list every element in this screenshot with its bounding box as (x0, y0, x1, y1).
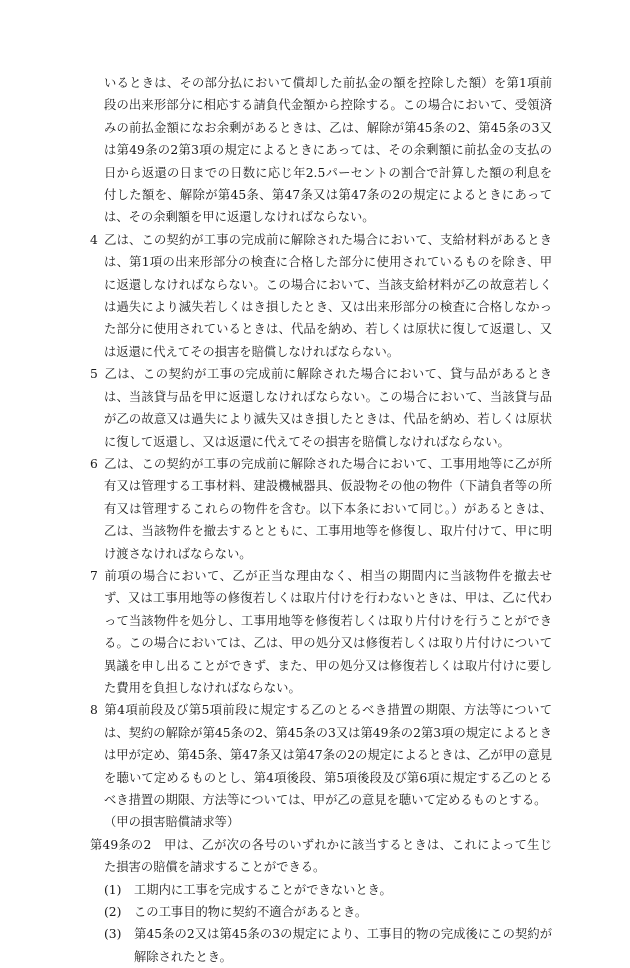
subitem-text: 工期内に工事を完成することができないとき。 (134, 882, 392, 897)
clause-number: 6 (90, 456, 98, 471)
subitem-number: (2) (104, 905, 122, 920)
subitem-text: 第45条の2又は第45条の3の規定により、工事目的物の完成後にこの契約が解除されたとき。 (134, 927, 552, 964)
clause-item-4 (90, 229, 552, 363)
clause-number: 5 (90, 367, 98, 382)
subitem-number: (3) (104, 927, 122, 942)
clause-text: 第4項前段及び第5項前段に規定する乙のとるべき措置の期限、方法等については、契約の解除が第45条の2、第45条の3又は第49条の2第3項の規定によるときは甲が定め、第45条、第47条又は第47条の2の規定によるときは、乙が甲の意見を聴いて定めるものとし、第4項後段、第5項後段及び第6項に規定する乙のとるべき措置の期限、方法等については、甲が乙の意見を聴いて定めるものとする。 (104, 703, 552, 807)
clause-item-8 (90, 699, 552, 811)
subitem-text: この工事目的物に契約不適合があるとき。 (134, 905, 368, 920)
subitem-number: (1) (104, 882, 122, 897)
subitem-2 (104, 901, 552, 923)
clause-number: 7 (90, 568, 98, 583)
subitem-3 (104, 923, 552, 968)
clause-number: 4 (90, 232, 98, 247)
clause-text: 乙は、この契約が工事の完成前に解除された場合において、支給材料があるときは、第1項の出来形部分の検査に合格した部分に使用されているものを除き、甲に返還しなければならない。この場合において、当該支給材料が乙の故意若しくは過失により滅失若しくはき損したとき、又は出来形部分の検査に合格しなかった部分に使用されているときは、代品を納め、若しくは原状に復して返還し、又は返還に代えてその損害を賠償しなければならない。 (104, 232, 552, 359)
continued-paragraph: いるときは、その部分払において償却した前払金の額を控除した額）を第1項前段の出来形部分に相応する請負代金額から控除する。この場合において、受領済みの前払金額になお余剰があるときは、乙は、解除が第45条の2、第45条の3又は第49条の2第3項の規定によるときにあっては、その余剰額に前払金の支払の日から返還の日までの日数に応じ年2.5パーセントの割合で計算した額の利息を付した額を、解除が第45条、第47条又は第47条の2の規定によるときにあっては、その余剰額を甲に返還しなければならない。 (104, 76, 552, 225)
article-49-2: 第49条の2 甲は、乙が次の各号のいずれかに該当するときは、これによって生じた損害の賠償を請求することができる。 (90, 837, 552, 875)
section-heading: （甲の損害賠償請求等） (104, 815, 240, 830)
clause-text: 乙は、この契約が工事の完成前に解除された場合において、貸与品があるときは、当該貸与品を甲に返還しなければならない。この場合において、当該貸与品が乙の故意又は過失により滅失又はき損したときは、代品を納め、若しくは原状に復して返還し、又は返還に代えてその損害を賠償しなければならない。 (104, 367, 552, 449)
document-page (90, 72, 552, 968)
subitem-1 (104, 879, 552, 901)
clause-text: 乙は、この契約が工事の完成前に解除された場合において、工事用地等に乙が所有又は管理する工事材料、建設機械器具、仮設物その他の物件（下請負者等の所有又は管理するこれらの物件を含む。以下本条において同じ。）があるときは、乙は、当該物件を撤去するとともに、工事用地等を修復し、取片付けて、甲に明け渡さなければならない。 (104, 456, 552, 561)
clause-item-6 (90, 453, 552, 565)
clause-item-7 (90, 565, 552, 699)
clause-number: 8 (90, 703, 98, 718)
clause-text: 前項の場合において、乙が正当な理由なく、相当の期間内に当該物件を撤去せず、又は工事用地等の修復若しくは取片付けを行わないときは、甲は、乙に代わって当該物件を処分し、工事用地等を修復若しくは取り片付けを行うことができる。この場合においては、乙は、甲の処分又は修復若しくは取り片付けについて異議を申し出ることができず、また、甲の処分又は修復若しくは取片付けに要した費用を負担しなければならない。 (104, 568, 552, 695)
clause-item-5 (90, 363, 552, 453)
